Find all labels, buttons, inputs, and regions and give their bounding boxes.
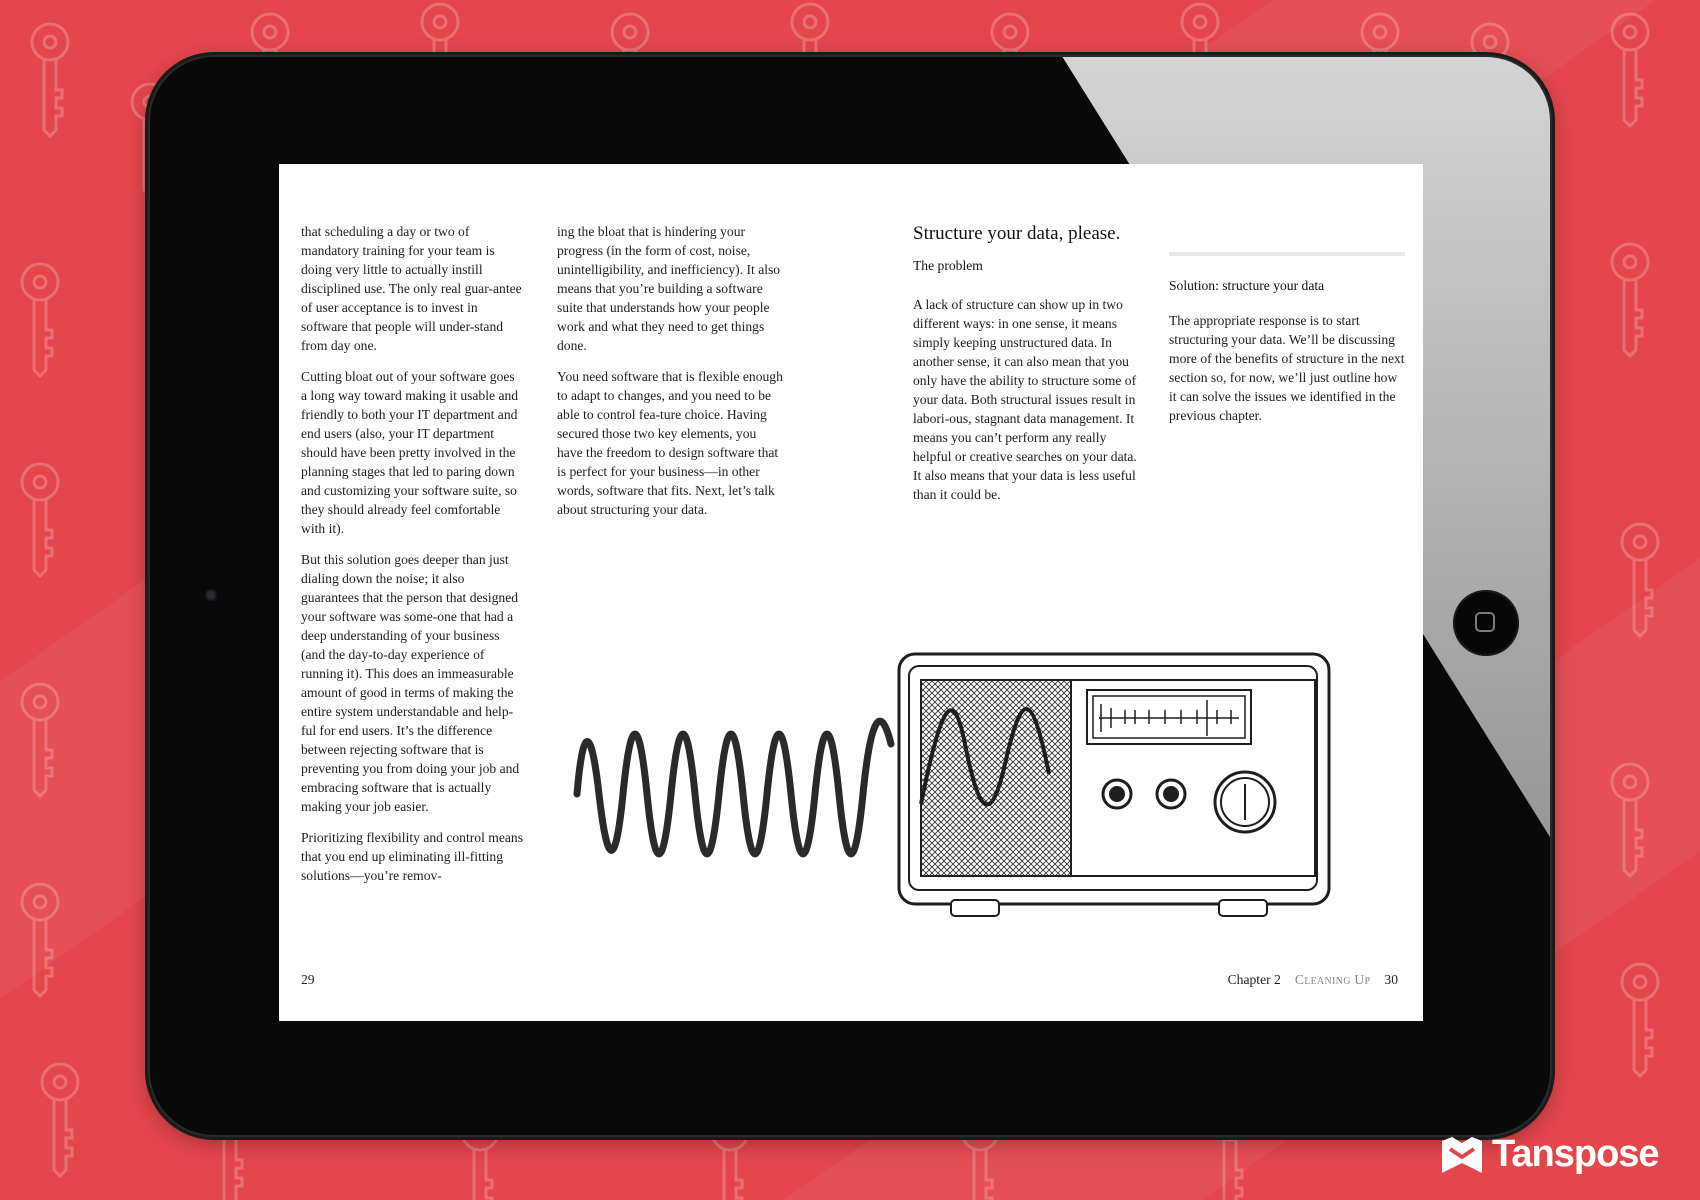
tablet-device <box>150 57 1550 1135</box>
solution-paragraph: The appropriate response is to start structuring your data. We’ll be discussing more of the benefits of structure in the next section so, for now, we’ll just outline how it can solve the issues we identified in the previous chapter. <box>1169 313 1405 423</box>
radio-illustration <box>569 624 1399 924</box>
tanspose-logo-icon <box>1440 1135 1484 1175</box>
body-paragraph: Prioritizing flexibility and control means that you end up eliminating ill-fitting solutions—you’re remov- <box>301 830 523 883</box>
key-icon <box>1610 960 1670 1080</box>
left-page-column-2 <box>557 222 783 531</box>
section-label: Cleaning Up <box>1294 972 1371 987</box>
problem-subheading: The problem <box>913 258 983 273</box>
body-paragraph: But this solution goes deeper than just dialing down the noise; it also guarantees that the person that designed your software was some-one that had a deep understanding of your business (and the day-to-day experience of running it). This does an immeasurable amount of good in terms of making the entire system understandable and help-ful for end users. It’s the difference between rejecting software that is preventing you from doing your job and embracing software that is actually making your job easier. <box>301 552 520 814</box>
key-icon <box>10 880 70 1000</box>
chapter-label: Chapter 2 <box>1227 972 1281 987</box>
key-icon <box>20 20 80 140</box>
key-icon <box>1610 520 1670 640</box>
key-icon <box>1600 10 1660 130</box>
body-paragraph: You need software that is flexible enough to adapt to changes, and you need to be able to control fea-ture choice. Having secured those two key elements, you have the freedom to design software that is perfect for your business—in other words, software that fits. Next, let’s talk about structuring your data. <box>557 369 783 517</box>
body-paragraph: Cutting bloat out of your software goes a long way toward making it usable and friendly to both your IT department and end users (also, your IT department should have been pretty involved in the planning stages that led to paring down and customizing your software suite, so they should already feel comfortable with it). <box>301 369 519 536</box>
right-page-footer <box>1228 972 1398 988</box>
radio-wave <box>577 721 891 854</box>
body-paragraph: ing the bloat that is hindering your progress (in the form of cost, noise, unintelligibility, and inefficiency). It also means that you’re building a software suite that understands how your people work and what they need to get things done. <box>557 224 781 353</box>
solution-subheading: Solution: structure your data <box>1169 278 1325 293</box>
problem-paragraph: A lack of structure can show up in two different ways: in one sense, it means simply keeping unstructured data. In another sense, it can also mean that you only have the ability to structure some of your data. Both structural issues result in labori-ous, stagnant data management. It means you can’t perform any really helpful or creative searches on your data. It also means that your data is less useful than it could be. <box>913 297 1137 502</box>
brand-name: Tanspose <box>1492 1133 1659 1175</box>
key-icon <box>30 1060 90 1180</box>
radio-body <box>899 654 1329 916</box>
key-icon <box>10 680 70 800</box>
key-icon <box>1600 240 1660 360</box>
left-page-column-1 <box>301 222 523 897</box>
key-icon <box>10 260 70 380</box>
left-page-number: 29 <box>301 972 315 987</box>
ebook-page-spread <box>279 164 1423 1021</box>
brand-logo <box>1440 1133 1659 1176</box>
home-button[interactable] <box>1453 590 1519 656</box>
key-icon <box>1600 760 1660 880</box>
right-page-column-1 <box>913 222 1145 516</box>
section-heading: Structure your data, please. <box>913 223 1121 244</box>
key-icon <box>10 460 70 580</box>
right-page-column-2 <box>1169 222 1405 437</box>
front-camera <box>205 589 217 601</box>
body-paragraph: that scheduling a day or two of mandatory training for your team is doing very little to actually instill disciplined use. The only real guar-antee of user acceptance is to invest in software that people will under-stand from day one. <box>301 224 522 353</box>
divider <box>1169 252 1405 256</box>
right-page-number: 30 <box>1384 972 1398 987</box>
